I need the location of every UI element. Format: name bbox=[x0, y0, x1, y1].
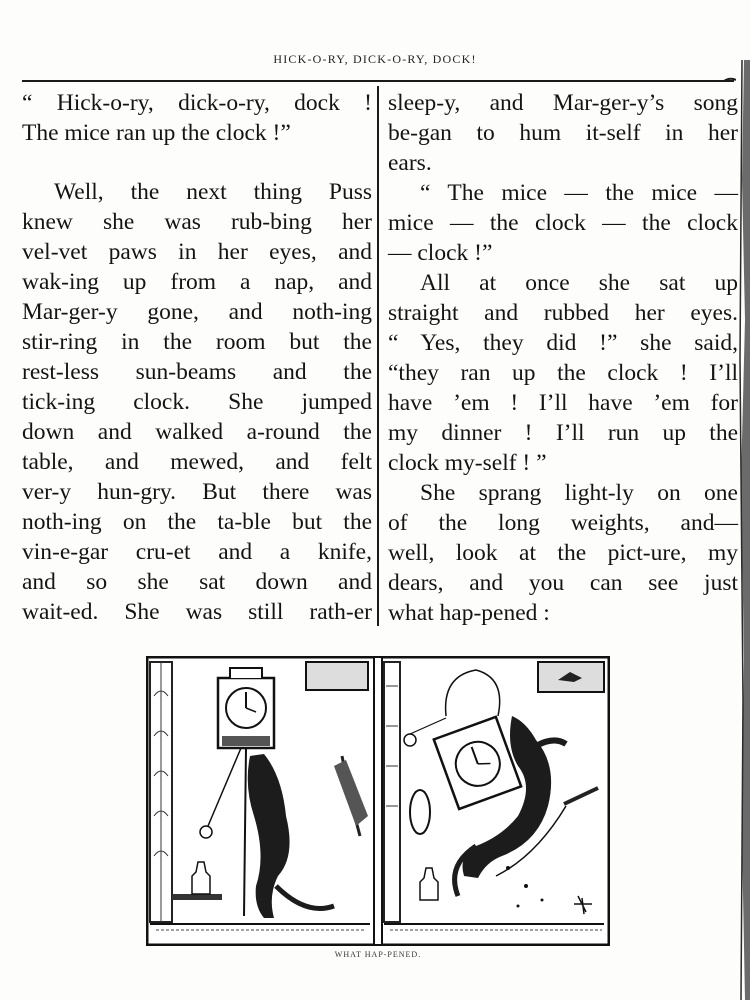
text-line: wait-ed. She was still rath-er bbox=[22, 599, 372, 625]
column-divider bbox=[377, 86, 379, 626]
text-line: and so she sat down and bbox=[22, 569, 372, 595]
text-line: dears, and you can see just bbox=[388, 570, 738, 596]
text-line: down and walked a-round the bbox=[22, 419, 372, 445]
text-line: mice — the clock — the clock bbox=[388, 210, 738, 236]
rule-flourish-icon bbox=[700, 76, 736, 86]
text-line: straight and rubbed her eyes. bbox=[388, 300, 738, 326]
text-line: sleep-y, and Mar-ger-y’s song bbox=[388, 90, 738, 116]
text-line: “ The mice — the mice — bbox=[420, 180, 738, 206]
text-line: well, look at the pict-ure, my bbox=[388, 540, 738, 566]
text-line: be-gan to hum it-self in her bbox=[388, 120, 738, 146]
left-column bbox=[22, 88, 372, 627]
running-title: HICK-O-RY, DICK-O-RY, DOCK! bbox=[273, 52, 477, 66]
text-line: She sprang light-ly on one bbox=[420, 480, 738, 506]
cat-and-clock-illustration bbox=[146, 656, 610, 946]
text-line: noth-ing on the ta-ble but the bbox=[22, 509, 372, 535]
text-line: — clock !” bbox=[388, 240, 493, 266]
text-line: “ Hick-o-ry, dick-o-ry, dock ! bbox=[22, 90, 372, 116]
right-column bbox=[388, 88, 738, 628]
text-line: tick-ing clock. She jumped bbox=[22, 389, 372, 415]
text-line: stir-ring in the room but the bbox=[22, 329, 372, 355]
text-line: rest-less sun-beams and the bbox=[22, 359, 372, 385]
paragraph-gap bbox=[22, 148, 372, 177]
illustration-caption: WHAT HAP-PENED. bbox=[334, 950, 422, 959]
text-line: clock my-self ! ” bbox=[388, 450, 547, 476]
text-line: vin-e-gar cru-et and a knife, bbox=[22, 539, 372, 565]
text-line: table, and mewed, and felt bbox=[22, 449, 372, 475]
text-line: what hap-pened : bbox=[388, 600, 550, 626]
text-line: All at once she sat up bbox=[420, 270, 738, 296]
text-line: ver-y hun-gry. But there was bbox=[22, 479, 372, 505]
text-line: have ’em ! I’ll have ’em for bbox=[388, 390, 738, 416]
scan-edge-shadow bbox=[732, 60, 750, 1000]
text-line: Mar-ger-y gone, and noth-ing bbox=[22, 299, 372, 325]
text-line: vel-vet paws in her eyes, and bbox=[22, 239, 372, 265]
text-line: The mice ran up the clock !” bbox=[22, 120, 291, 146]
header-rule bbox=[22, 80, 734, 82]
text-line: “ Yes, they did !” she said, bbox=[388, 330, 738, 356]
text-line: wak-ing up from a nap, and bbox=[22, 269, 372, 295]
text-line: Well, the next thing Puss bbox=[54, 179, 372, 205]
text-line: knew she was rub-bing her bbox=[22, 209, 372, 235]
text-line: ears. bbox=[388, 150, 432, 176]
text-line: my dinner ! I’ll run up the bbox=[388, 420, 738, 446]
text-line: “they ran up the clock ! I’ll bbox=[388, 360, 738, 386]
text-line: of the long weights, and— bbox=[388, 510, 738, 536]
